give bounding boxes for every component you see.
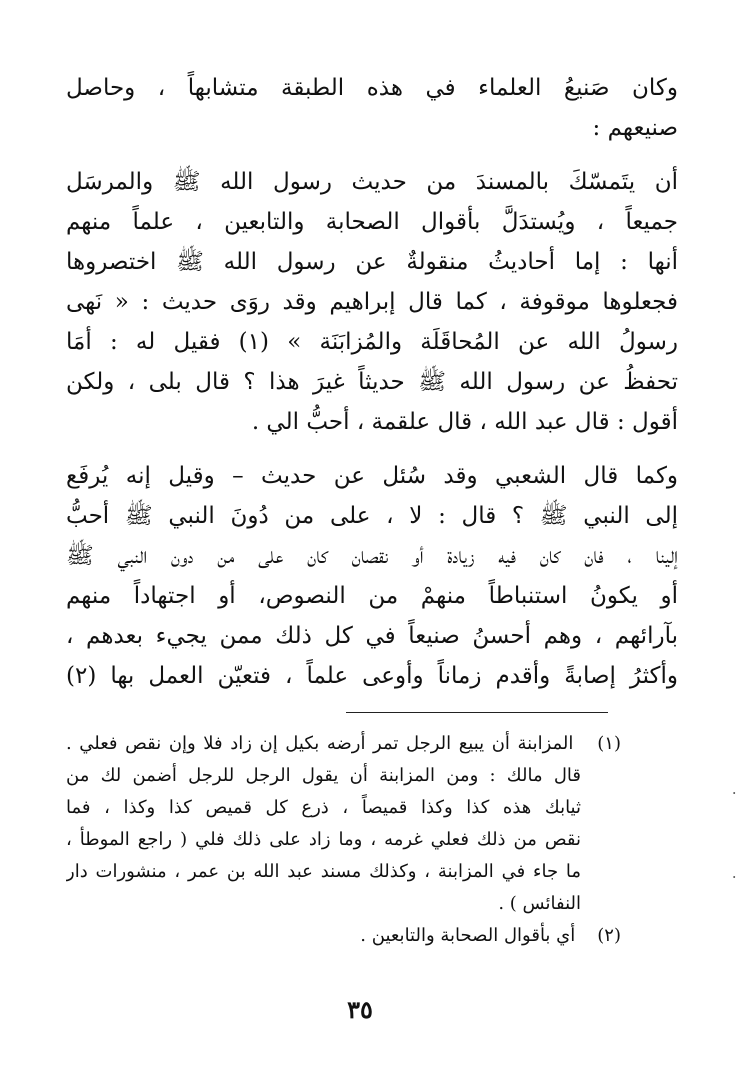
footnote-1-line-3: ثيابك هذه كذا وكذا قميصاً ، ذرع كل قميص كذا وكذا ، فما xyxy=(66,797,581,818)
main-text xyxy=(66,68,678,696)
footnote-2-number: (٢) xyxy=(597,925,621,946)
para2-line-4: أو يكونُ استنباطاً منهمْ من النصوص، أو اجتهاداً منهم xyxy=(66,583,678,609)
para2-line-2: إلى النبي ﷺ ؟ قال : لا ، على من دُونَ النبي ﷺ أحبُّ xyxy=(66,503,678,529)
footnote-1-line-4: نقص من ذلك فعلي غرمه ، وما زاد على ذلك فلي ( راجع الموطأ ، xyxy=(66,829,581,850)
intro-line-1: وكان صَنيعُ العلماء في هذه الطبقة متشابهاً ، وحاصل xyxy=(66,75,678,101)
footnote-1-line-1 xyxy=(66,728,621,760)
footnote-1-text: المزابنة أن يبيع الرجل تمر أرضه بكيل إن زاد فلا وإن نقص فعلي . xyxy=(66,733,574,754)
footnote-1-line-5: ما جاء في المزابنة ، وكذلك مسند عبد الله بن عمر ، منشورات دار xyxy=(66,861,581,882)
footnote-separator xyxy=(346,712,608,713)
para1-line-2: جميعاً ، ويُستدَلَّ بأقوال الصحابة والتابعين ، علماً منهم xyxy=(66,209,678,235)
para2-line-5: بآرائهم ، وهم أحسنُ صنيعاً في كل ذلك ممن يجيء بعدهم ، xyxy=(66,623,678,649)
footnote-1-line-6: النفائس ) . xyxy=(498,893,581,914)
para2-line-6: وأكثرُ إصابةً وأقدم زماناً وأوعى علماً ، فتعيّن العمل بها (٢) xyxy=(66,663,678,689)
para1-line-5: رسولُ الله عن المُحاقَلَة والمُزابَنَة » (١) فقيل له : أمَا xyxy=(66,329,678,355)
margin-mark: ᛫ xyxy=(730,787,738,803)
intro-line-2: صنيعهم : xyxy=(592,115,678,141)
para2-line-1: وكما قال الشعبي وقد سُئل عن حديث – وقيل إنه يُرفَع xyxy=(66,463,678,489)
para1-line-3: أنها : إما أحاديثُ منقولةٌ عن رسول الله ﷺ اختصروها xyxy=(66,249,678,275)
margin-mark: ᛫ xyxy=(730,871,738,887)
para1-line-4: فجعلوها موقوفة ، كما قال إبراهيم وقد روَى حديث : « نَهى xyxy=(66,289,678,315)
para1-line-7: أقول : قال عبد الله ، قال علقمة ، أحبُّ الي . xyxy=(251,409,678,435)
footnote-1-line-2: قال مالك : ومن المزابنة أن يقول الرجل للرجل أضمن لك من xyxy=(66,765,581,786)
footnote-2-text: أي بأقوال الصحابة والتابعين . xyxy=(360,925,576,946)
para2-line-3: إلينا ، فان كان فيه زيادة أو نقصان كان على من دون النبي ﷺ xyxy=(66,543,678,569)
page-number: ٣٥ xyxy=(347,995,373,1024)
para1-line-1: أن يتَمسّكَ بالمسندَ من حديث رسول الله ﷺ والمرسَل xyxy=(66,169,678,195)
para1-line-6: تحفظُ عن رسول الله ﷺ حديثاً غيرَ هذا ؟ قال بلى ، ولكن xyxy=(66,369,678,395)
footnotes xyxy=(66,728,621,952)
footnote-2-line-1 xyxy=(66,920,621,952)
footnote-1-number: (١) xyxy=(597,733,621,754)
